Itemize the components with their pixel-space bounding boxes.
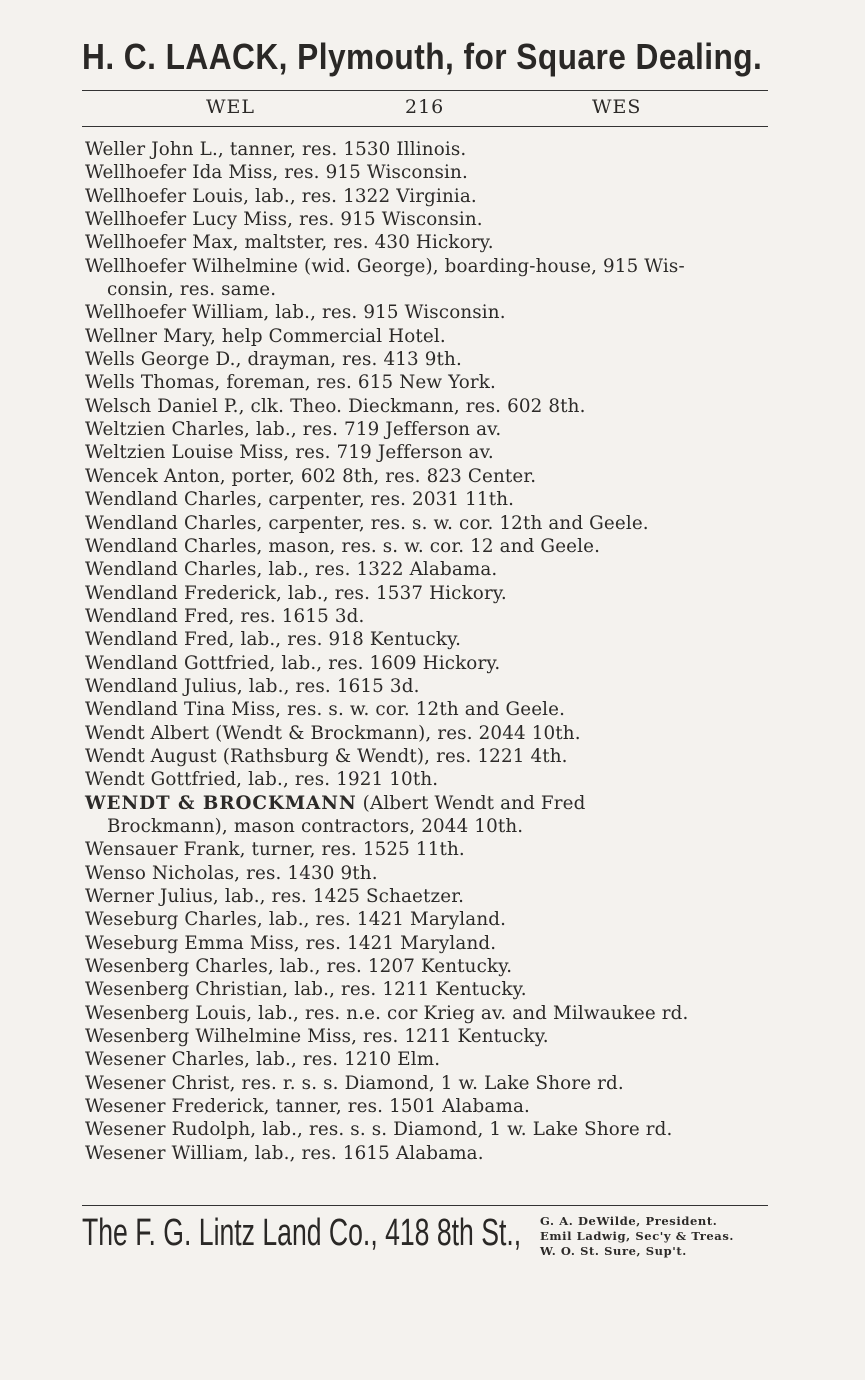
directory-entry <box>85 908 775 931</box>
directory-entry <box>85 465 775 488</box>
officer-line: G. A. DeWilde, President. <box>540 1214 718 1228</box>
entry-text: Wells Thomas, foreman, res. 615 New York. <box>85 372 496 394</box>
directory-entry <box>85 301 775 324</box>
footer-company-name: The F. G. Lintz Land Co., 418 8th St., <box>82 1212 522 1254</box>
entry-text: Wendland Charles, carpenter, res. 2031 11th. <box>85 489 515 511</box>
directory-entry <box>85 652 775 675</box>
running-header <box>82 96 768 120</box>
entry-text: Weltzien Charles, lab., res. 719 Jefferson av. <box>85 419 502 441</box>
entry-text: Weseburg Emma Miss, res. 1421 Maryland. <box>85 932 497 954</box>
entry-text: consin, res. same. <box>107 279 277 301</box>
officer-line: Emil Ladwig, Sec'y & Treas. <box>540 1229 735 1243</box>
entry-text: Wellhoefer Max, maltster, res. 430 Hickory. <box>85 232 494 254</box>
officer-line: W. O. St. Sure, Sup't. <box>540 1244 687 1258</box>
directory-entry-continuation <box>85 278 775 301</box>
directory-entry <box>85 862 775 885</box>
entry-text: Wellhoefer Louis, lab., res. 1322 Virginia. <box>85 185 477 207</box>
directory-entry <box>85 698 775 721</box>
directory-entry <box>85 978 775 1001</box>
directory-entry <box>85 628 775 651</box>
directory-entry <box>85 488 775 511</box>
entry-text: Wencek Anton, porter, 602 8th, res. 823 Center. <box>85 465 537 487</box>
directory-entry <box>85 955 775 978</box>
directory-entry <box>85 418 775 441</box>
directory-entry <box>85 395 775 418</box>
entry-text: Wendland Tina Miss, res. s. w. cor. 12th and Geele. <box>85 699 566 721</box>
directory-entry <box>85 1002 775 1025</box>
entry-text: Wesenberg Charles, lab., res. 1207 Kentucky. <box>85 956 513 978</box>
entry-text: Wesener Frederick, tanner, res. 1501 Alabama. <box>85 1096 530 1118</box>
entry-text: Wesenberg Louis, lab., res. n.e. cor Krieg av. and Milwaukee rd. <box>85 1002 689 1024</box>
entry-text: Wensauer Frank, turner, res. 1525 11th. <box>85 839 465 861</box>
directory-entry <box>85 722 775 745</box>
directory-entry <box>85 231 775 254</box>
directory-entry <box>85 1118 775 1141</box>
header-advertisement: H. C. LAACK, Plymouth, for Square Dealing. <box>82 36 763 77</box>
directory-entry <box>85 558 775 581</box>
directory-entry <box>85 1072 775 1095</box>
entry-text: Wenso Nicholas, res. 1430 9th. <box>85 862 378 884</box>
entry-text: Wellhoefer Wilhelmine (wid. George), boarding-house, 915 Wis- <box>85 255 685 277</box>
entry-text: Weltzien Louise Miss, res. 719 Jefferson av. <box>85 442 494 464</box>
directory-entry <box>85 792 775 815</box>
entry-text: Welsch Daniel P., clk. Theo. Dieckmann, res. 602 8th. <box>85 395 586 417</box>
entry-text: Wendland Julius, lab., res. 1615 3d. <box>85 675 420 697</box>
header-rule-top <box>82 90 768 91</box>
directory-entry <box>85 605 775 628</box>
directory-entry <box>85 1095 775 1118</box>
directory-entry <box>85 371 775 394</box>
directory-entry <box>85 582 775 605</box>
directory-entry <box>85 255 775 278</box>
entry-text: Wesener William, lab., res. 1615 Alabama. <box>85 1142 484 1164</box>
entry-text: Wesener Charles, lab., res. 1210 Elm. <box>85 1049 441 1071</box>
entry-text: Wendland Fred, lab., res. 918 Kentucky. <box>85 629 462 651</box>
directory-entry <box>85 161 775 184</box>
entry-text: Wendt Gottfried, lab., res. 1921 10th. <box>85 769 439 791</box>
directory-entry <box>85 535 775 558</box>
footer-officers <box>540 1214 734 1259</box>
entry-text: Wells George D., drayman, res. 413 9th. <box>85 349 462 371</box>
entry-text: Wendland Charles, mason, res. s. w. cor. 12 and Geele. <box>85 535 601 557</box>
entry-text: Brockmann), mason contractors, 2044 10th. <box>107 815 524 837</box>
directory-entry <box>85 185 775 208</box>
directory-entry <box>85 932 775 955</box>
entry-text: Wellhoefer William, lab., res. 915 Wisconsin. <box>85 302 506 324</box>
entry-text: Wendland Fred, res. 1615 3d. <box>85 605 365 627</box>
entry-text: (Albert Wendt and Fred <box>356 792 586 814</box>
entry-text: Weller John L., tanner, res. 1530 Illinois. <box>85 139 467 160</box>
entry-text: Wesenberg Wilhelmine Miss, res. 1211 Kentucky. <box>85 1026 549 1048</box>
directory-entry <box>85 348 775 371</box>
footer-rule <box>82 1205 768 1206</box>
entry-text: Wellhoefer Lucy Miss, res. 915 Wisconsin. <box>85 209 483 231</box>
directory-entry <box>85 885 775 908</box>
header-rule-bottom <box>82 126 768 127</box>
directory-entry <box>85 512 775 535</box>
entry-text: Werner Julius, lab., res. 1425 Schaetzer. <box>85 886 465 907</box>
entry-text: Wendt Albert (Wendt & Brockmann), res. 2044 10th. <box>85 722 581 744</box>
entry-text: Wendland Charles, carpenter, res. s. w. cor. 12th and Geele. <box>85 512 649 534</box>
entry-text: Wesener Rudolph, lab., res. s. s. Diamond, 1 w. Lake Shore rd. <box>85 1119 673 1141</box>
directory-entry <box>85 1142 775 1165</box>
entry-text: Wendland Gottfried, lab., res. 1609 Hickory. <box>85 652 501 674</box>
entry-text: Wellner Mary, help Commercial Hotel. <box>85 325 446 347</box>
entry-text: Wesener Christ, res. r. s. s. Diamond, 1 w. Lake Shore rd. <box>85 1072 624 1094</box>
entry-text: Wendland Charles, lab., res. 1322 Alabama. <box>85 559 498 581</box>
directory-entry <box>85 208 775 231</box>
directory-entry <box>85 745 775 768</box>
entry-text: Wellhoefer Ida Miss, res. 915 Wisconsin. <box>85 162 468 184</box>
directory-entry <box>85 675 775 698</box>
directory-entry <box>85 838 775 861</box>
directory-entry-continuation <box>85 815 775 838</box>
page-number: 216 <box>405 96 445 118</box>
entry-text: Wesenberg Christian, lab., res. 1211 Kentucky. <box>85 979 527 1001</box>
directory-entry <box>85 1048 775 1071</box>
entry-text: Wendt August (Rathsburg & Wendt), res. 1221 4th. <box>85 745 568 767</box>
directory-entry <box>85 441 775 464</box>
entry-text: Wendland Frederick, lab., res. 1537 Hickory. <box>85 582 507 604</box>
directory-entry <box>85 138 775 161</box>
entry-text: Weseburg Charles, lab., res. 1421 Maryland. <box>85 909 507 931</box>
directory-entry <box>85 768 775 791</box>
directory-entries <box>85 138 775 1165</box>
running-head-left: WEL <box>206 96 256 118</box>
firm-name: WENDT & BROCKMANN <box>85 792 357 814</box>
footer-advertisement <box>82 1212 772 1272</box>
directory-entry <box>85 325 775 348</box>
directory-entry <box>85 1025 775 1048</box>
running-head-right: WES <box>592 96 642 118</box>
